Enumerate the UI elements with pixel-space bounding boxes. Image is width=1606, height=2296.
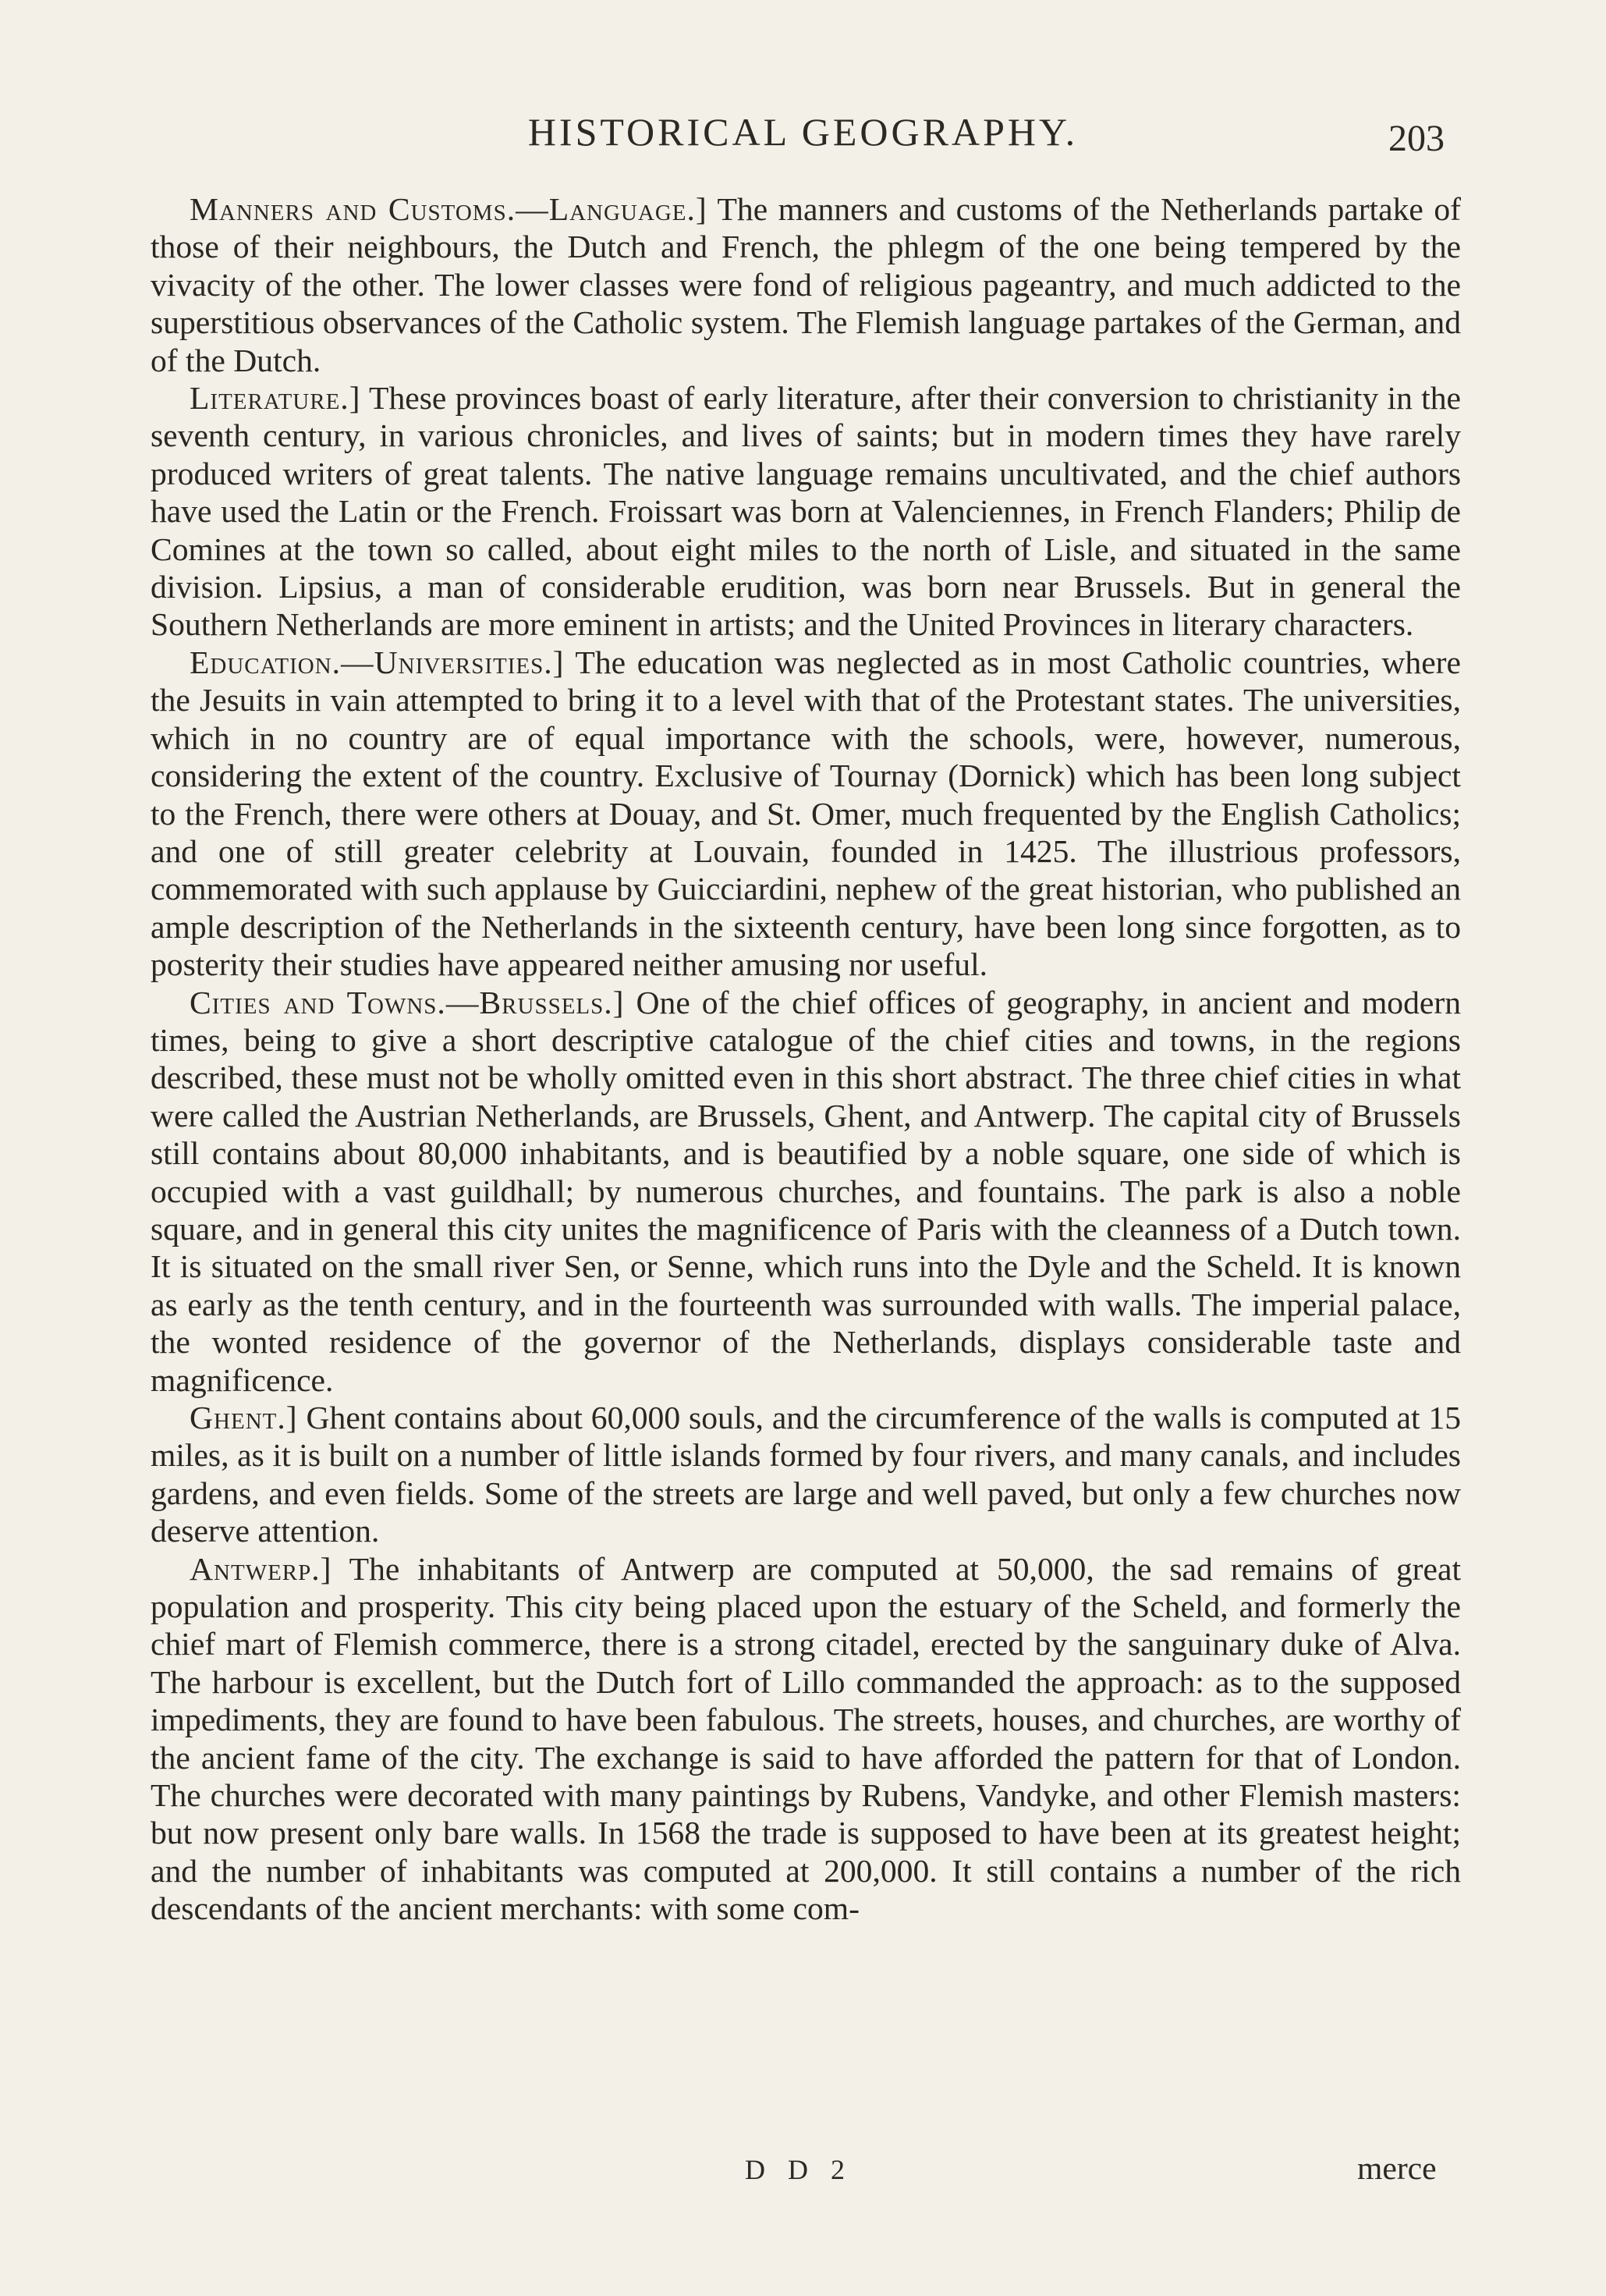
paragraph-ghent	[151, 1399, 1461, 1550]
section-heading: Antwerp.]	[190, 1550, 332, 1587]
body-text	[151, 190, 1461, 1928]
section-heading: Manners and Customs.—Language.]	[190, 191, 707, 227]
paragraph-education	[151, 644, 1461, 984]
paragraph-text: These provinces boast of early literature, after their conversion to christianity in the seventh century, in various chronicles, and lives of saints; but in modern times they have rarely produced writers of great talents. The native language remains uncultivated, and the chief authors have used the Latin or the French. Froissart was born at Valenciennes, in French Flanders; Philip de Comines at the town so called, about eight miles to the north of Lisle, and situated in the same division. Lipsius, a man of considerable erudition, was born near Brussels. But in general the Southern Netherlands are more eminent in artists; and the United Provinces in literary characters.	[151, 380, 1461, 643]
paragraph-cities	[151, 984, 1461, 1399]
section-heading: Literature.]	[190, 380, 361, 417]
paragraph-literature	[151, 379, 1461, 644]
section-heading: Cities and Towns.—Brussels.]	[190, 984, 625, 1020]
paragraph-manners	[151, 190, 1461, 379]
paragraph-antwerp	[151, 1550, 1461, 1928]
paragraph-text: Ghent contains about 60,000 souls, and the circumference of the walls is computed at 15 miles, as it is built on a number of little islands formed by four rivers, and many canals, and includes gardens, and even fields. Some of the streets are large and well paved, but only a few churches now deserve attention.	[151, 1400, 1461, 1549]
signature-mark: D D 2	[745, 2154, 853, 2185]
paragraph-text: The inhabitants of Antwerp are computed at 50,000, the sad remains of great population and prosperity. This city being placed upon the estuary of the Scheld, and formerly the chief mart of Flemish commerce, there is a strong citadel, erected by the sanguinary duke of Alva. The harbour is excellent, but the Dutch fort of Lillo commanded the approach: as to the supposed impediments, they are found to have been fabulous. The streets, houses, and churches, are worthy of the ancient fame of the city. The exchange is said to have afforded the pattern for that of London. The churches were decorated with many paintings by Rubens, Vandyke, and other Flemish masters: but now present only bare walls. In 1568 the trade is supposed to have been at its greatest height; and the number of inhabitants was computed at 200,000. It still contains a number of the rich descendants of the ancient merchants: with some com-	[151, 1550, 1461, 1927]
paragraph-text: The education was neglected as in most Catholic countries, where the Jesuits in vain attempted to bring it to a level with that of the Protestant states. The universities, which in no country are of equal importance with the schools, were, however, numerous, considering the extent of the country. Exclusive of Tournay (Dornick) which has been long subject to the French, there were others at Douay, and St. Omer, much frequented by the English Catholics; and one of still greater celebrity at Louvain, founded in 1425. The illustrious professors, commemorated with such applause by Guicciardini, nephew of the great historian, who published an ample description of the Netherlands in the sixteenth century, have been long since forgotten, as to posterity their studies have appeared neither amusing nor useful.	[151, 644, 1461, 983]
running-title: HISTORICAL GEOGRAPHY.	[527, 110, 1079, 154]
paragraph-text: One of the chief offices of geography, in ancient and modern times, being to give a short descriptive catalogue of the chief cities and towns, in the regions described, these must not be wholly omitted even in this short abstract. The three chief cities in what were called the Austrian Netherlands, are Brussels, Ghent, and Antwerp. The capital city of Brussels still contains about 80,000 inhabitants, and is beautified by a noble square, one side of which is occupied with a vast guildhall; by numerous churches, and fountains. The park is also a noble square, and in general this city unites the magnificence of Paris with the cleanness of a Dutch town. It is situated on the small river Sen, or Senne, which runs into the Dyle and the Scheld. It is known as early as the tenth century, and in the fourteenth was surrounded with walls. The imperial palace, the wonted residence of the governor of the Netherlands, displays considerable taste and magnificence.	[151, 984, 1461, 1398]
paragraph-text: The manners and customs of the Netherlands partake of those of their neighbours, the Dutch and French, the phlegm of the one being tempered by the vivacity of the other. The lower classes were fond of religious pageantry, and much addicted to the superstitious observances of the Catholic system. The Flemish language partakes of the German, and of the Dutch.	[151, 191, 1461, 378]
section-heading: Education.—Universities.]	[190, 644, 565, 680]
catchword: merce	[1357, 2150, 1437, 2186]
section-heading: Ghent.]	[190, 1400, 298, 1435]
page-number: 203	[1388, 118, 1445, 159]
